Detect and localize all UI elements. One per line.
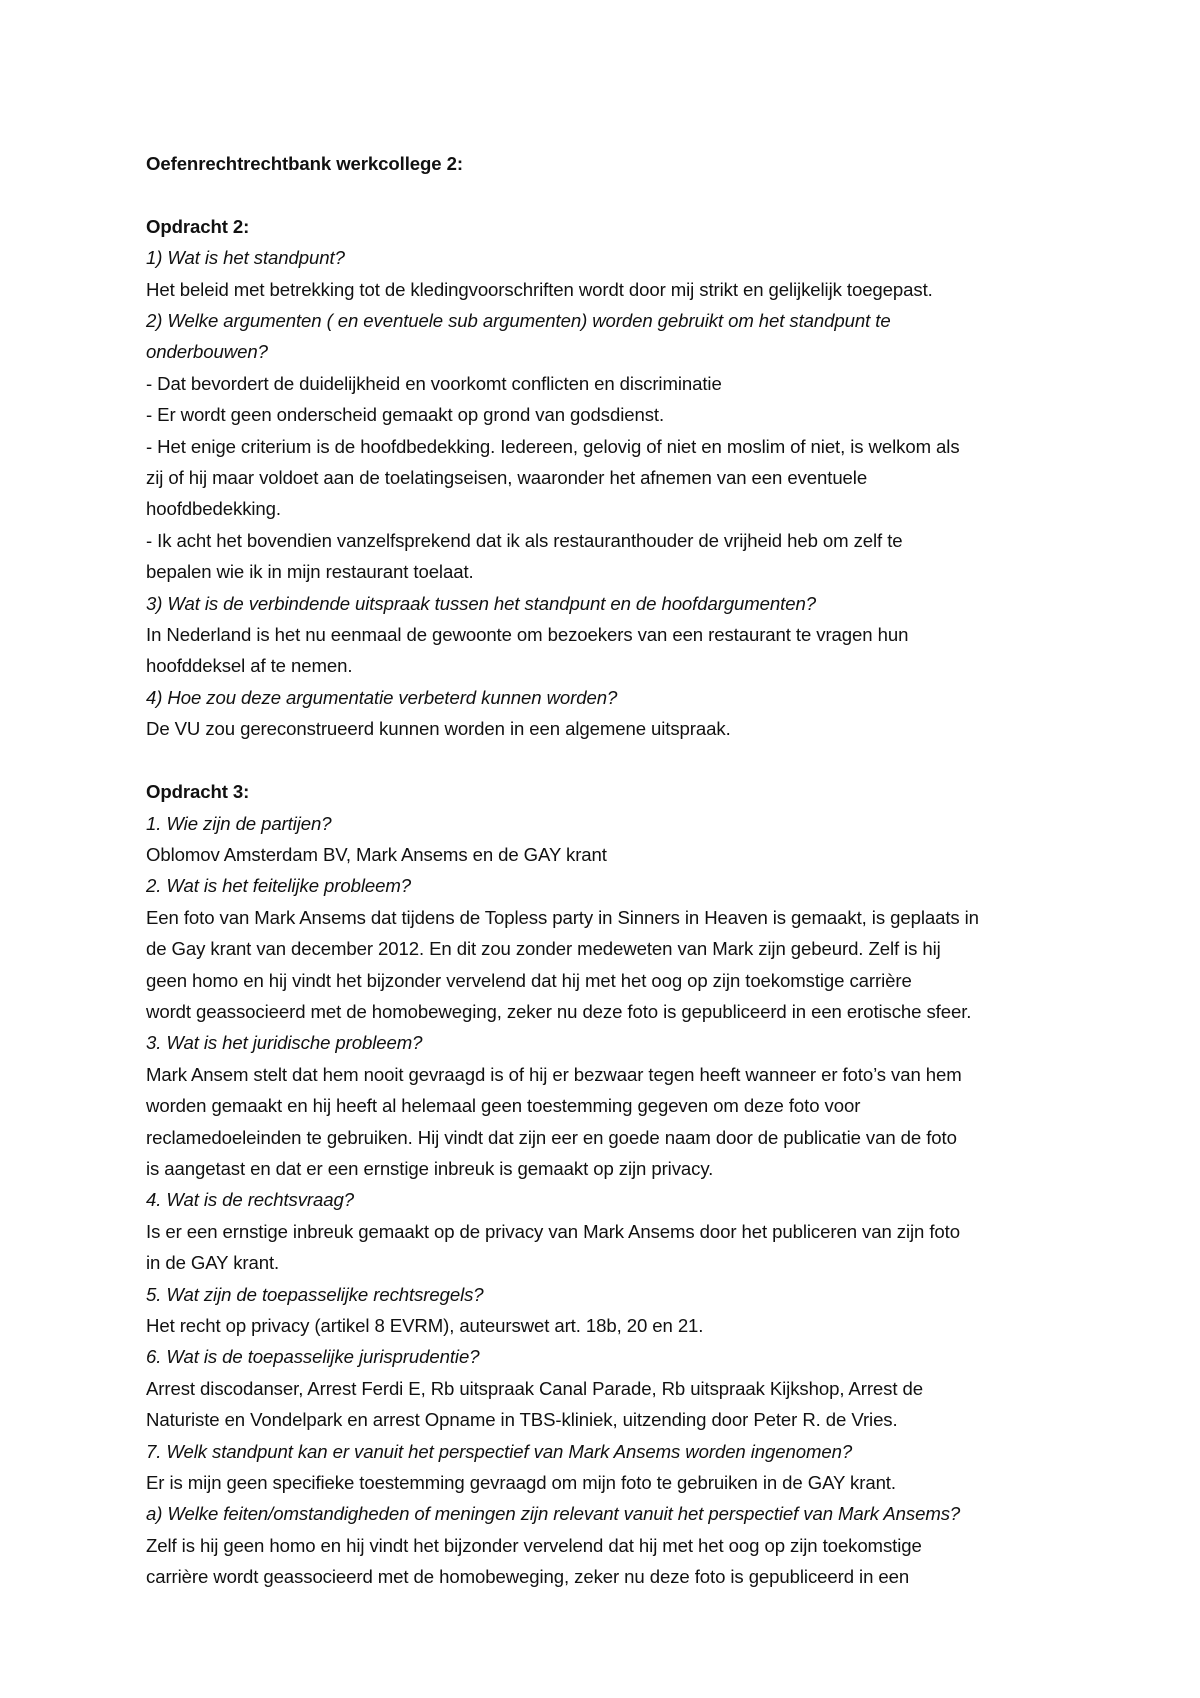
question-line: onderbouwen? [146, 341, 268, 363]
section-body [146, 808, 1100, 1593]
spacer [146, 179, 1100, 210]
answer-line: zij of hij maar voldoet aan de toelatingseisen, waaronder het afnemen van een eventuele [146, 467, 868, 489]
answer-line: - Ik acht het bovendien vanzelfsprekend dat ik als restauranthouder de vrijheid heb om zelf te [146, 529, 903, 551]
answer-line: Het recht op privacy (artikel 8 EVRM), auteurswet art. 18b, 20 en 21. [146, 1315, 704, 1336]
section-opdracht-2 [146, 211, 1100, 745]
question-line: 3) Wat is de verbindende uitspraak tussen het standpunt en de hoofdargumenten? [146, 592, 816, 614]
question-line: a) Welke feiten/omstandigheden of meningen zijn relevant vanuit het perspectief van Mark Ansems? [146, 1503, 961, 1525]
question-line: 3. Wat is het juridische probleem? [146, 1032, 423, 1054]
answer-line: Een foto van Mark Ansems dat tijdens de Topless party in Sinners in Heaven is gemaakt, is geplaats in [146, 906, 979, 928]
answer-line: Arrest discodanser, Arrest Ferdi E, Rb uitspraak Canal Parade, Rb uitspraak Kijkshop, Arrest de [146, 1377, 923, 1399]
answer-line: hoofdbedekking. [146, 498, 281, 520]
question-line: 1) Wat is het standpunt? [146, 247, 345, 269]
answer-line: wordt geassocieerd met de homobeweging, zeker nu deze foto is gepubliceerd in een erotische sfeer. [146, 1000, 972, 1022]
answer-line: carrière wordt geassocieerd met de homobeweging, zeker nu deze foto is gepubliceerd in een [146, 1566, 910, 1588]
question-line: 5. Wat zijn de toepasselijke rechtsregels? [146, 1283, 484, 1305]
question-line: 6. Wat is de toepasselijke jurisprudentie? [146, 1346, 480, 1368]
question-line: 2) Welke argumenten ( en eventuele sub argumenten) worden gebruikt om het standpunt te [146, 310, 891, 332]
answer-line: In Nederland is het nu eenmaal de gewoonte om bezoekers van een restaurant te vragen hun [146, 624, 909, 646]
answer-line: - Het enige criterium is de hoofdbedekking. Iedereen, gelovig of niet en moslim of niet, is welkom als [146, 435, 960, 457]
answer-line: in de GAY krant. [146, 1252, 280, 1274]
document-title: Oefenrechtrechtbank werkcollege 2: [146, 153, 463, 174]
answer-line: Er is mijn geen specifieke toestemming gevraagd om mijn foto te gebruiken in de GAY krant. [146, 1472, 896, 1494]
question-line: 1. Wie zijn de partijen? [146, 812, 332, 834]
answer-line: Mark Ansem stelt dat hem nooit gevraagd is of hij er bezwaar tegen heeft wanneer er foto’s van hem [146, 1063, 962, 1085]
spacer [146, 745, 1100, 776]
answer-line: - Er wordt geen onderscheid gemaakt op grond van godsdienst. [146, 404, 665, 426]
section-heading: Opdracht 2: [146, 215, 250, 237]
answer-line: is aangetast en dat er een ernstige inbreuk is gemaakt op zijn privacy. [146, 1157, 714, 1179]
answer-line: Is er een ernstige inbreuk gemaakt op de privacy van Mark Ansems door het publiceren van zijn foto [146, 1220, 960, 1242]
question-line: 4. Wat is de rechtsvraag? [146, 1189, 354, 1211]
section-heading: Opdracht 3: [146, 781, 250, 803]
answer-line: De VU zou gereconstrueerd kunnen worden in een algemene uitspraak. [146, 718, 731, 740]
section-body [146, 242, 1100, 745]
question-line: 4) Hoe zou deze argumentatie verbeterd kunnen worden? [146, 686, 618, 708]
answer-line: Zelf is hij geen homo en hij vindt het bijzonder vervelend dat hij met het oog op zijn toekomstige [146, 1534, 922, 1556]
section-opdracht-3 [146, 776, 1100, 1593]
answer-line: Naturiste en Vondelpark en arrest Opname in TBS-kliniek, uitzending door Peter R. de Vries. [146, 1409, 898, 1431]
answer-line: geen homo en hij vindt het bijzonder vervelend dat hij met het oog op zijn toekomstige carrière [146, 969, 912, 991]
answer-line: Oblomov Amsterdam BV, Mark Ansems en de GAY krant [146, 843, 607, 865]
answer-line: Het beleid met betrekking tot de kledingvoorschriften wordt door mij strikt en gelijkelijk toegepast. [146, 278, 933, 300]
question-line: 7. Welk standpunt kan er vanuit het perspectief van Mark Ansems worden ingenomen? [146, 1440, 853, 1462]
answer-line: de Gay krant van december 2012. En dit zou zonder medeweten van Mark zijn gebeurd. Zelf is hij [146, 938, 941, 960]
answer-line: - Dat bevordert de duidelijkheid en voorkomt conflicten en discriminatie [146, 372, 722, 394]
answer-line: bepalen wie ik in mijn restaurant toelaat. [146, 561, 474, 583]
answer-line: reclamedoeleinden te gebruiken. Hij vindt dat zijn eer en goede naam door de publicatie van de foto [146, 1126, 957, 1148]
answer-line: worden gemaakt en hij heeft al helemaal geen toestemming gegeven om deze foto voor [146, 1095, 861, 1117]
question-line: 2. Wat is het feitelijke probleem? [146, 875, 411, 897]
answer-line: hoofddeksel af te nemen. [146, 655, 353, 677]
